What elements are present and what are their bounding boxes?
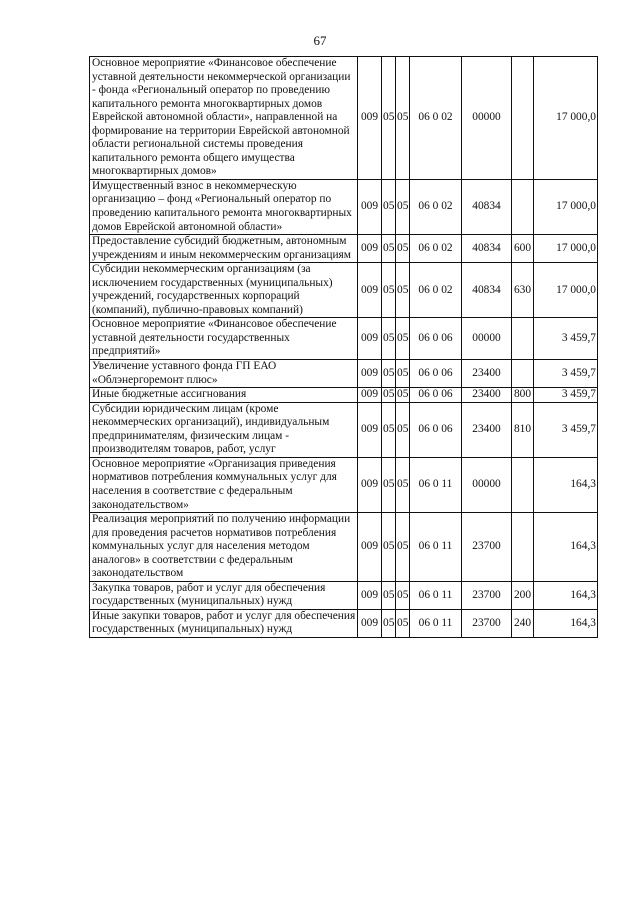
program-code: 06 0 02 bbox=[410, 263, 462, 318]
amount: 164,3 bbox=[534, 457, 598, 512]
section-code: 05 bbox=[382, 57, 396, 180]
expense-type-code: 600 bbox=[512, 235, 534, 263]
subsection-code: 05 bbox=[396, 457, 410, 512]
subsection-code: 05 bbox=[396, 402, 410, 457]
program-code: 06 0 06 bbox=[410, 360, 462, 388]
table-row bbox=[90, 235, 598, 263]
ministry-code: 009 bbox=[358, 235, 382, 263]
expense-type-code bbox=[512, 318, 534, 360]
table-row bbox=[90, 388, 598, 403]
section-code: 05 bbox=[382, 609, 396, 637]
direction-code: 23700 bbox=[462, 609, 512, 637]
table-row bbox=[90, 318, 598, 360]
section-code: 05 bbox=[382, 402, 396, 457]
expense-type-code: 200 bbox=[512, 581, 534, 609]
subsection-code: 05 bbox=[396, 235, 410, 263]
amount: 164,3 bbox=[534, 581, 598, 609]
direction-code: 23400 bbox=[462, 388, 512, 403]
program-code: 06 0 02 bbox=[410, 235, 462, 263]
direction-code: 23400 bbox=[462, 360, 512, 388]
row-name: Иные закупки товаров, работ и услуг для обеспечения государственных (муниципальных) нужд bbox=[90, 609, 358, 637]
ministry-code: 009 bbox=[358, 609, 382, 637]
table-row bbox=[90, 513, 598, 582]
subsection-code: 05 bbox=[396, 609, 410, 637]
subsection-code: 05 bbox=[396, 263, 410, 318]
section-code: 05 bbox=[382, 360, 396, 388]
expense-type-code: 810 bbox=[512, 402, 534, 457]
row-name: Основное мероприятие «Организация приведения нормативов потребления коммунальных услуг для населения в соответствие с федеральным законодательством» bbox=[90, 457, 358, 512]
amount: 17 000,0 bbox=[534, 57, 598, 180]
subsection-code: 05 bbox=[396, 513, 410, 582]
amount: 164,3 bbox=[534, 513, 598, 582]
program-code: 06 0 11 bbox=[410, 457, 462, 512]
amount: 17 000,0 bbox=[534, 263, 598, 318]
program-code: 06 0 02 bbox=[410, 57, 462, 180]
table-row bbox=[90, 179, 598, 234]
amount: 3 459,7 bbox=[534, 402, 598, 457]
section-code: 05 bbox=[382, 457, 396, 512]
direction-code: 00000 bbox=[462, 57, 512, 180]
program-code: 06 0 02 bbox=[410, 179, 462, 234]
section-code: 05 bbox=[382, 318, 396, 360]
ministry-code: 009 bbox=[358, 513, 382, 582]
section-code: 05 bbox=[382, 235, 396, 263]
table-row bbox=[90, 457, 598, 512]
row-name: Увеличение уставного фонда ГП ЕАО «Облэнергоремонт плюс» bbox=[90, 360, 358, 388]
row-name: Субсидии юридическим лицам (кроме некоммерческих организаций), индивидуальным предпринимателям, физическим лицам - производителям товаров, работ, услуг bbox=[90, 402, 358, 457]
ministry-code: 009 bbox=[358, 57, 382, 180]
row-name: Закупка товаров, работ и услуг для обеспечения государственных (муниципальных) нужд bbox=[90, 581, 358, 609]
ministry-code: 009 bbox=[358, 457, 382, 512]
budget-table-body bbox=[90, 57, 598, 638]
expense-type-code: 800 bbox=[512, 388, 534, 403]
ministry-code: 009 bbox=[358, 179, 382, 234]
row-name: Предоставление субсидий бюджетным, автономным учреждениям и иным некоммерческим организациям bbox=[90, 235, 358, 263]
direction-code: 23700 bbox=[462, 581, 512, 609]
ministry-code: 009 bbox=[358, 318, 382, 360]
subsection-code: 05 bbox=[396, 360, 410, 388]
subsection-code: 05 bbox=[396, 388, 410, 403]
ministry-code: 009 bbox=[358, 360, 382, 388]
amount: 3 459,7 bbox=[534, 318, 598, 360]
section-code: 05 bbox=[382, 179, 396, 234]
table-row bbox=[90, 360, 598, 388]
amount: 164,3 bbox=[534, 609, 598, 637]
expense-type-code bbox=[512, 360, 534, 388]
subsection-code: 05 bbox=[396, 57, 410, 180]
row-name: Субсидии некоммерческим организациям (за исключением государственных (муниципальных) учреждений, государственных корпораций (компаний), публично-правовых компаний) bbox=[90, 263, 358, 318]
row-name: Основное мероприятие «Финансовое обеспечение уставной деятельности некоммерческой организации - фонда «Региональный оператор по проведению капитального ремонта многоквартирных домов Еврейской автономной области», направленной на формирование на территории Еврейской автономной области региональной системы проведения капитального ремонта общего имущества многоквартирных домов» bbox=[90, 57, 358, 180]
budget-table bbox=[89, 56, 598, 638]
section-code: 05 bbox=[382, 513, 396, 582]
page-number: 67 bbox=[313, 33, 327, 48]
direction-code: 23400 bbox=[462, 402, 512, 457]
program-code: 06 0 11 bbox=[410, 513, 462, 582]
subsection-code: 05 bbox=[396, 318, 410, 360]
expense-type-code bbox=[512, 57, 534, 180]
ministry-code: 009 bbox=[358, 388, 382, 403]
table-row bbox=[90, 57, 598, 180]
table-row bbox=[90, 263, 598, 318]
amount: 17 000,0 bbox=[534, 179, 598, 234]
program-code: 06 0 06 bbox=[410, 388, 462, 403]
ministry-code: 009 bbox=[358, 402, 382, 457]
ministry-code: 009 bbox=[358, 263, 382, 318]
amount: 17 000,0 bbox=[534, 235, 598, 263]
row-name: Реализация мероприятий по получению информации для проведения расчетов нормативов потребления коммунальных услуг для населения методом аналогов» в соответствии с федеральным законодательством bbox=[90, 513, 358, 582]
expense-type-code bbox=[512, 513, 534, 582]
direction-code: 40834 bbox=[462, 235, 512, 263]
table-row bbox=[90, 581, 598, 609]
table-row bbox=[90, 402, 598, 457]
expense-type-code: 630 bbox=[512, 263, 534, 318]
direction-code: 00000 bbox=[462, 318, 512, 360]
row-name: Имущественный взнос в некоммерческую организацию – фонд «Региональный оператор по проведению капитального ремонта многоквартирных домов Еврейской автономной области» bbox=[90, 179, 358, 234]
section-code: 05 bbox=[382, 388, 396, 403]
amount: 3 459,7 bbox=[534, 360, 598, 388]
section-code: 05 bbox=[382, 263, 396, 318]
direction-code: 40834 bbox=[462, 179, 512, 234]
program-code: 06 0 11 bbox=[410, 609, 462, 637]
amount: 3 459,7 bbox=[534, 388, 598, 403]
direction-code: 00000 bbox=[462, 457, 512, 512]
program-code: 06 0 11 bbox=[410, 581, 462, 609]
row-name: Основное мероприятие «Финансовое обеспечение уставной деятельности государственных предприятий» bbox=[90, 318, 358, 360]
section-code: 05 bbox=[382, 581, 396, 609]
ministry-code: 009 bbox=[358, 581, 382, 609]
subsection-code: 05 bbox=[396, 581, 410, 609]
direction-code: 40834 bbox=[462, 263, 512, 318]
expense-type-code bbox=[512, 179, 534, 234]
subsection-code: 05 bbox=[396, 179, 410, 234]
row-name: Иные бюджетные ассигнования bbox=[90, 388, 358, 403]
program-code: 06 0 06 bbox=[410, 318, 462, 360]
expense-type-code bbox=[512, 457, 534, 512]
table-row bbox=[90, 609, 598, 637]
direction-code: 23700 bbox=[462, 513, 512, 582]
expense-type-code: 240 bbox=[512, 609, 534, 637]
program-code: 06 0 06 bbox=[410, 402, 462, 457]
